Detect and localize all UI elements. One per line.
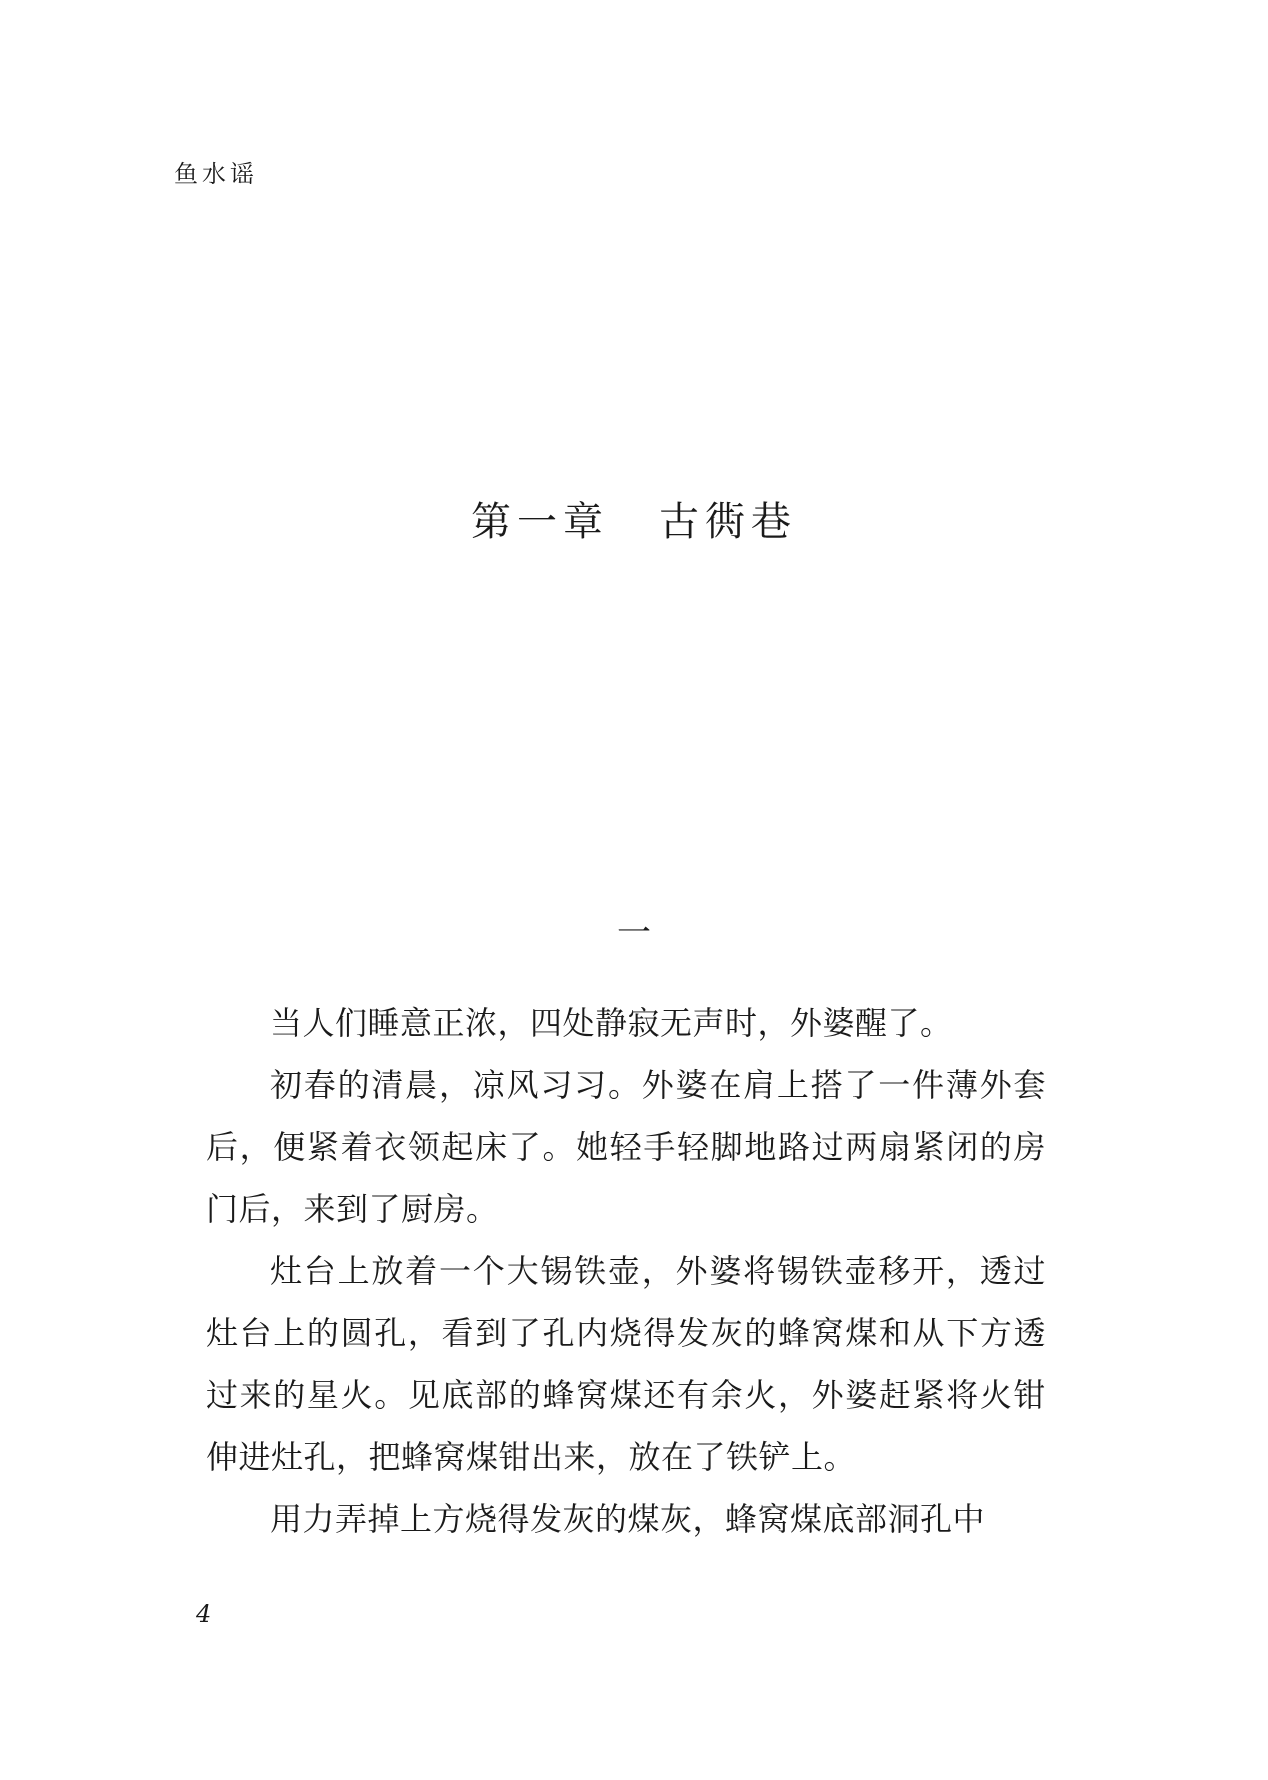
chapter-heading xyxy=(0,490,1268,547)
paragraph: 灶台上放着一个大锡铁壶，外婆将锡铁壶移开，透过灶台上的圆孔，看到了孔内烧得发灰的蜂窝煤和从下方透过来的星火。见底部的蜂窝煤还有余火，外婆赶紧将火钳伸进灶孔，把蜂窝煤钳出来，放在了铁铲上。 xyxy=(206,1252,1046,1476)
body-text xyxy=(206,992,1046,1550)
paragraph: 初春的清晨，凉风习习。外婆在肩上搭了一件薄外套后，便紧着衣领起床了。她轻手轻脚地路过两扇紧闭的房门后，来到了厨房。 xyxy=(206,1066,1046,1228)
paragraph: 当人们睡意正浓，四处静寂无声时，外婆醒了。 xyxy=(270,1004,953,1042)
page-number: 4 xyxy=(196,1600,212,1628)
chapter-title: 古衖巷 xyxy=(659,499,797,545)
chapter-number: 第一章 xyxy=(471,499,609,545)
running-header: 鱼水谣 xyxy=(174,160,258,188)
paragraph: 用力弄掉上方烧得发灰的煤灰，蜂窝煤底部洞孔中 xyxy=(270,1500,986,1538)
section-number: 一 xyxy=(617,913,651,953)
